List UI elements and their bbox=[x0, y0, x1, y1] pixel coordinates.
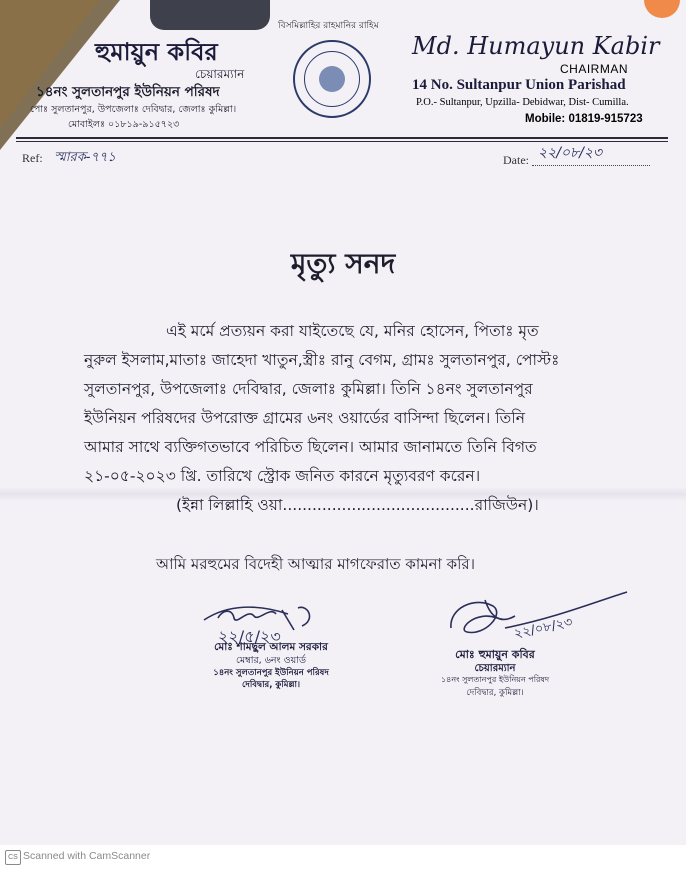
header-rule bbox=[16, 137, 668, 139]
letterhead-name-bn: হুমায়ুন কবির bbox=[95, 38, 218, 66]
chairman-role: চেয়ারম্যান bbox=[474, 663, 516, 674]
letterhead-title-bn: চেয়ারম্যান bbox=[195, 67, 245, 81]
member-role: মেম্বার, ৬নং ওয়ার্ড bbox=[235, 655, 307, 666]
union-seal-emblem bbox=[293, 40, 371, 118]
body-line: ২১-০৫-২০২৩ খ্রি. তারিখে স্ট্রোক জনিত কারনে মৃত্যুবরণ করেন। bbox=[84, 467, 481, 485]
letterhead-address-en: P.O.- Sultanpur, Upzilla- Debidwar, Dist- Cumilla. bbox=[416, 97, 629, 108]
date-dotted-line bbox=[532, 165, 650, 166]
certificate-title: মৃত্যু সনদ bbox=[290, 247, 396, 280]
seal-emblem-icon bbox=[319, 66, 345, 92]
body-line: সুলতানপুর, উপজেলাঃ দেবিদ্বার, জেলাঃ কুমিল্লা। তিনি ১৪নং সুলতানপুর bbox=[84, 380, 533, 398]
scan-edge-object bbox=[644, 0, 680, 18]
chairman-signature bbox=[445, 588, 635, 648]
body-line: ইউনিয়ন পরিষদের উপরোক্ত গ্রামের ৬নং ওয়ার্ডের বাসিন্দা ছিলেন। তিনি bbox=[84, 409, 525, 427]
letterhead-mobile-en: Mobile: 01819-915723 bbox=[525, 113, 643, 125]
letterhead-name-en: Md. Humayun Kabir bbox=[412, 32, 660, 60]
member-name: মোঃ শামছুল আলম সরকার bbox=[214, 641, 328, 653]
body-line: নুরুল ইসলাম,মাতাঃ জাহেদা খাতুন,স্ত্রীঃ রানু বেগম, গ্রামঃ সুলতানপুর, পোস্টঃ bbox=[84, 351, 560, 369]
scanner-watermark-text: Scanned with CamScanner bbox=[23, 850, 151, 862]
chairman-name: মোঃ হুমায়ুন কবির bbox=[455, 648, 535, 661]
chairman-place: দেবিদ্বার, কুমিল্লা। bbox=[466, 688, 524, 698]
date-value: ২২/০৮/২৩ bbox=[538, 145, 603, 161]
chairman-union: ১৪নং সুলতানপুর ইউনিয়ন পরিষদ bbox=[440, 675, 550, 684]
scan-shadow bbox=[150, 0, 270, 30]
scanner-footer bbox=[0, 845, 686, 869]
prayer-line: আমি মরহুমের বিদেহী আত্মার মাগফেরাত কামনা করি। bbox=[156, 555, 475, 573]
member-union: ১৪নং সুলতানপুর ইউনিয়ন পরিষদ bbox=[213, 668, 329, 678]
seal-inner-ring bbox=[304, 51, 360, 107]
body-line: এই মর্মে প্রত্যয়ন করা যাইতেছে যে, মনির হোসেন, পিতাঃ মৃত bbox=[166, 322, 539, 340]
camscanner-logo-icon: CS bbox=[5, 850, 21, 865]
body-line: (ইন্না লিল্লাহি ওয়া.......................................রাজিউন)। bbox=[176, 496, 539, 514]
member-signature-date: ২২/৫/২৩ bbox=[218, 627, 281, 646]
letterhead-union-en: 14 No. Sultanpur Union Parishad bbox=[412, 77, 626, 93]
date-label: Date: bbox=[503, 153, 529, 167]
bismillah-text: বিসমিল্লাহির রাহমানির রাহিম bbox=[278, 21, 379, 31]
letterhead-union-bn: ১৪নং সুলতানপুর ইউনিয়ন পরিষদ bbox=[36, 84, 220, 100]
letterhead-address-bn: পোঃ সুলতানপুর, উপজেলাঃ দেবিদ্বার, জেলাঃ কুমিল্লা। bbox=[30, 104, 237, 115]
body-line: আমার সাথে ব্যক্তিগতভাবে পরিচিত ছিলেন। আমার জানামতে তিনি বিগত bbox=[84, 438, 537, 456]
chairman-signature-date: ২২/০৮/২৩ bbox=[512, 614, 575, 642]
member-place: দেবিদ্বার, কুমিল্লা। bbox=[241, 680, 301, 690]
ref-label: Ref: bbox=[22, 151, 43, 165]
letterhead-title-en: CHAIRMAN bbox=[560, 62, 629, 76]
ref-value: স্মারক-৭৭১ bbox=[54, 150, 116, 165]
letterhead-mobile-bn: মোবাইলঃ ০১৮১৯-৯১৫৭২৩ bbox=[68, 119, 180, 130]
